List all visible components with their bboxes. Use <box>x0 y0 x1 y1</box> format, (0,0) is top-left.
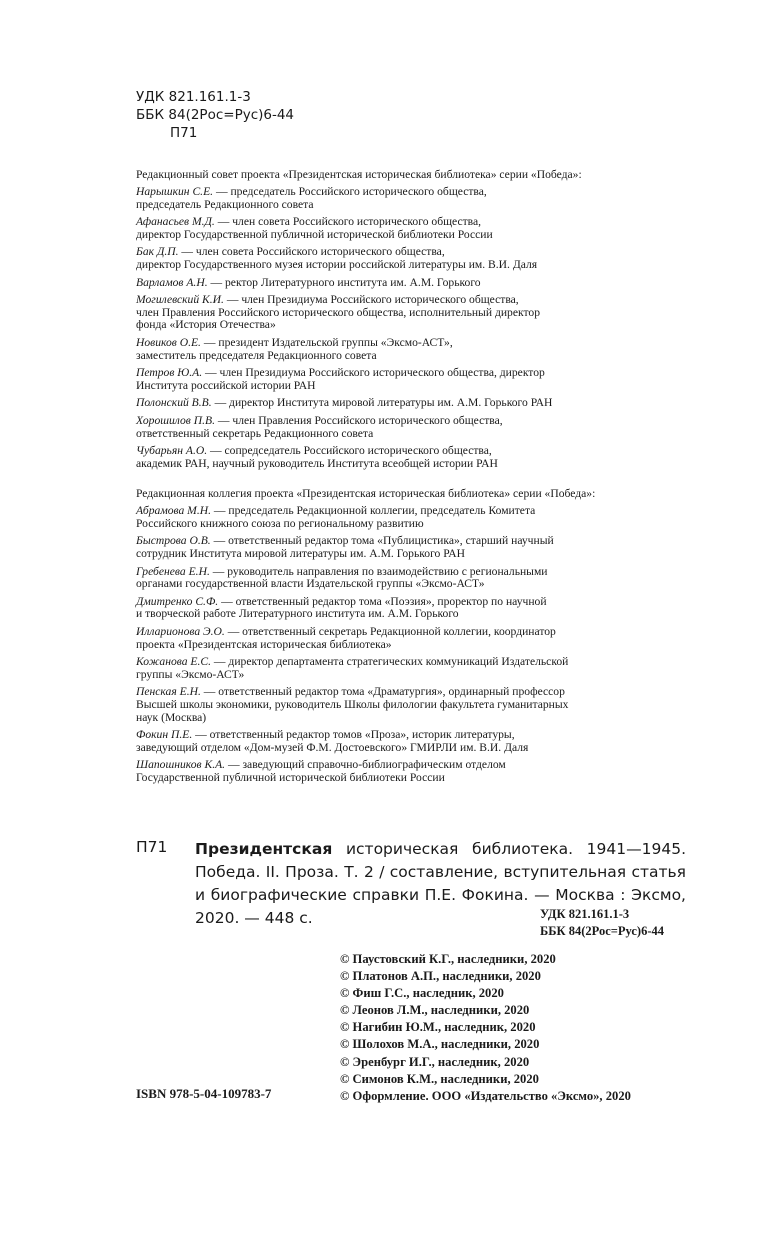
council-member <box>136 337 686 362</box>
collegium-member <box>136 535 686 560</box>
copyright-list <box>340 951 631 1105</box>
member-role: — член Правления Российского исторического общества, <box>217 413 503 427</box>
bbk-code: ББК 84(2Рос=Рус)6-44 <box>136 107 295 123</box>
copyright-line: © Нагибин Ю.М., наследник, 2020 <box>340 1020 536 1035</box>
member-role: — председатель Редакционной коллегии, председатель Комитета <box>213 504 536 518</box>
council-member <box>136 397 686 410</box>
biblio-description: историческая библиотека. 1941—1945. Победа. II. Проза. Т. 2 / составление, вступительная статья и биографические справки П.Е. Фокина. — Москва : Эксмо, 2020. — 448 с. <box>195 840 686 927</box>
member-name: Петров Ю.А. <box>136 366 203 380</box>
member-role: — член Президиума Российского исторического общества, директор <box>205 366 545 380</box>
member-name: Быстрова О.В. <box>136 534 211 548</box>
member-name: Илларионова Э.О. <box>136 625 225 639</box>
member-name: Полонский В.В. <box>136 396 212 410</box>
member-name: Фокин П.Е. <box>136 728 193 742</box>
member-name: Дмитренко С.Ф. <box>136 594 219 608</box>
copyright-line: © Леонов Л.М., наследники, 2020 <box>340 1003 530 1018</box>
member-name: Могилевский К.И. <box>136 293 224 307</box>
copyright-line: © Фиш Г.С., наследник, 2020 <box>340 986 504 1001</box>
member-role-cont: органами государственной власти Издательской группы «Эксмо-АСТ» <box>136 577 485 591</box>
collegium-member <box>136 626 686 651</box>
member-role: — ответственный редактор тома «Поэзия», проректор по научной <box>221 594 547 608</box>
member-name: Чубарьян А.О. <box>136 444 208 458</box>
council-member <box>136 415 686 440</box>
udk-right-block <box>540 906 664 940</box>
council-member <box>136 186 686 211</box>
member-role: — член совета Российского исторического общества, <box>181 245 445 259</box>
copyright-line: © Шолохов М.А., наследники, 2020 <box>340 1037 540 1052</box>
member-role: — председатель Российского исторического общества, <box>215 185 487 198</box>
collegium-member <box>136 505 686 530</box>
member-role-cont: фонда «История Отечества» <box>136 318 276 332</box>
member-role-cont: Государственной публичной исторической библиотеки России <box>136 770 445 784</box>
bbk-right-code: ББК 84(2Рос=Рус)6-44 <box>540 924 664 938</box>
member-role-cont: директор Государственного музея истории российской литературы им. В.И. Даля <box>136 257 538 271</box>
council-heading: Редакционный совет проекта «Президентская историческая библиотека» серии «Победа»: <box>136 168 582 181</box>
council-member <box>136 246 686 271</box>
council-member <box>136 445 686 470</box>
member-role: — член совета Российского исторического общества, <box>217 215 482 229</box>
member-name: Варламов А.Н. <box>136 275 208 289</box>
member-role-cont: и творческой работе Литературного института им. А.М. Горького <box>136 607 459 621</box>
member-role-cont: проекта «Президентская историческая библиотека» <box>136 637 392 651</box>
member-role-cont: сотрудник Института мировой литературы им. А.М. Горького РАН <box>136 547 465 561</box>
member-role-cont: академик РАН, научный руководитель Института всеобщей истории РАН <box>136 456 498 470</box>
udk-right-code: УДК 821.161.1-3 <box>540 907 630 921</box>
member-role: — ответственный редактор томов «Проза», историк литературы, <box>195 728 515 742</box>
collegium-member <box>136 729 686 754</box>
member-role: — директор департамента стратегических коммуникаций Издательской <box>213 655 569 669</box>
member-role: — президент Издательской группы «Эксмо-АСТ», <box>203 335 453 349</box>
copyright-line: © Симонов К.М., наследники, 2020 <box>340 1071 539 1086</box>
member-role: — ректор Литературного института им. А.М. Горького <box>210 275 481 289</box>
member-role-cont: Высшей школы экономики, руководитель Школы филологии факультета гуманитарных <box>136 698 569 711</box>
member-role: — директор Института мировой литературы им. А.М. Горького РАН <box>214 396 553 410</box>
member-role-cont: член Правления Российского исторического общества, исполнительный директор <box>136 305 540 319</box>
member-name: Гребенева Е.Н. <box>136 564 210 578</box>
imprint-page <box>136 88 686 785</box>
member-role-cont: Российского книжного союза по региональному развитию <box>136 516 424 530</box>
council-member <box>136 294 686 332</box>
collegium-heading: Редакционная коллегия проекта «Президентская историческая библиотека» серии «Победа»: <box>136 487 596 501</box>
biblio-title-bold: Президентская <box>195 840 333 858</box>
member-role: — сопредседатель Российского исторического общества, <box>210 444 492 458</box>
member-role-cont: ответственный секретарь Редакционного совета <box>136 426 374 440</box>
collegium-member <box>136 566 686 591</box>
member-role-cont: заместитель председателя Редакционного совета <box>136 348 377 362</box>
council-member <box>136 367 686 392</box>
member-role-cont: председатель Редакционного совета <box>136 197 314 211</box>
member-role: — ответственный редактор тома «Драматургия», ординарный профессор <box>203 685 565 699</box>
biblio-code: П71 <box>136 838 168 856</box>
member-name: Хорошилов П.В. <box>136 413 215 427</box>
copyright-line: © Платонов А.П., наследники, 2020 <box>340 969 541 984</box>
council-list <box>136 186 686 470</box>
author-mark: П71 <box>170 125 198 141</box>
council-member <box>136 277 686 290</box>
copyright-line: © Оформление. ООО «Издательство «Эксмо», 2020 <box>340 1088 631 1103</box>
council-member <box>136 216 686 241</box>
udk-code: УДК 821.161.1-3 <box>136 89 251 105</box>
member-name: Нарышкин С.Е. <box>136 185 214 198</box>
member-name: Новиков О.Е. <box>136 335 201 349</box>
collegium-member <box>136 656 686 681</box>
member-role: — ответственный секретарь Редакционной коллегии, координатор <box>227 625 556 639</box>
member-name: Абрамова М.Н. <box>136 504 212 518</box>
member-role-cont: Института российской истории РАН <box>136 378 316 392</box>
member-role: — заведующий справочно-библиографическим отделом <box>227 758 506 772</box>
collegium-list <box>136 505 686 784</box>
collegium-member <box>136 686 686 724</box>
collegium-member <box>136 596 686 621</box>
isbn: ISBN 978-5-04-109783-7 <box>136 1086 272 1101</box>
member-role-cont: наук (Москва) <box>136 710 207 724</box>
member-role-cont: заведующий отделом «Дом-музей Ф.М. Достоевского» ГМИРЛИ им. В.И. Даля <box>136 740 529 754</box>
member-name: Бак Д.П. <box>136 245 179 259</box>
classification-block <box>136 88 686 142</box>
collegium-member <box>136 759 686 784</box>
member-name: Пенская Е.Н. <box>136 685 201 699</box>
member-role: — член Президиума Российского исторического общества, <box>226 293 519 307</box>
member-role: — ответственный редактор тома «Публицистика», старший научный <box>213 534 554 548</box>
member-role: — руководитель направления по взаимодействию с региональными <box>212 564 548 578</box>
member-name: Кожанова Е.С. <box>136 655 212 669</box>
member-role-cont: группы «Эксмо-АСТ» <box>136 667 245 681</box>
member-name: Шапошников К.А. <box>136 758 226 772</box>
member-name: Афанасьев М.Д. <box>136 215 215 229</box>
copyright-line: © Эренбург И.Г., наследник, 2020 <box>340 1054 530 1069</box>
member-role-cont: директор Государственной публичной исторической библиотеки России <box>136 227 493 241</box>
copyright-line: © Паустовский К.Г., наследники, 2020 <box>340 952 556 966</box>
